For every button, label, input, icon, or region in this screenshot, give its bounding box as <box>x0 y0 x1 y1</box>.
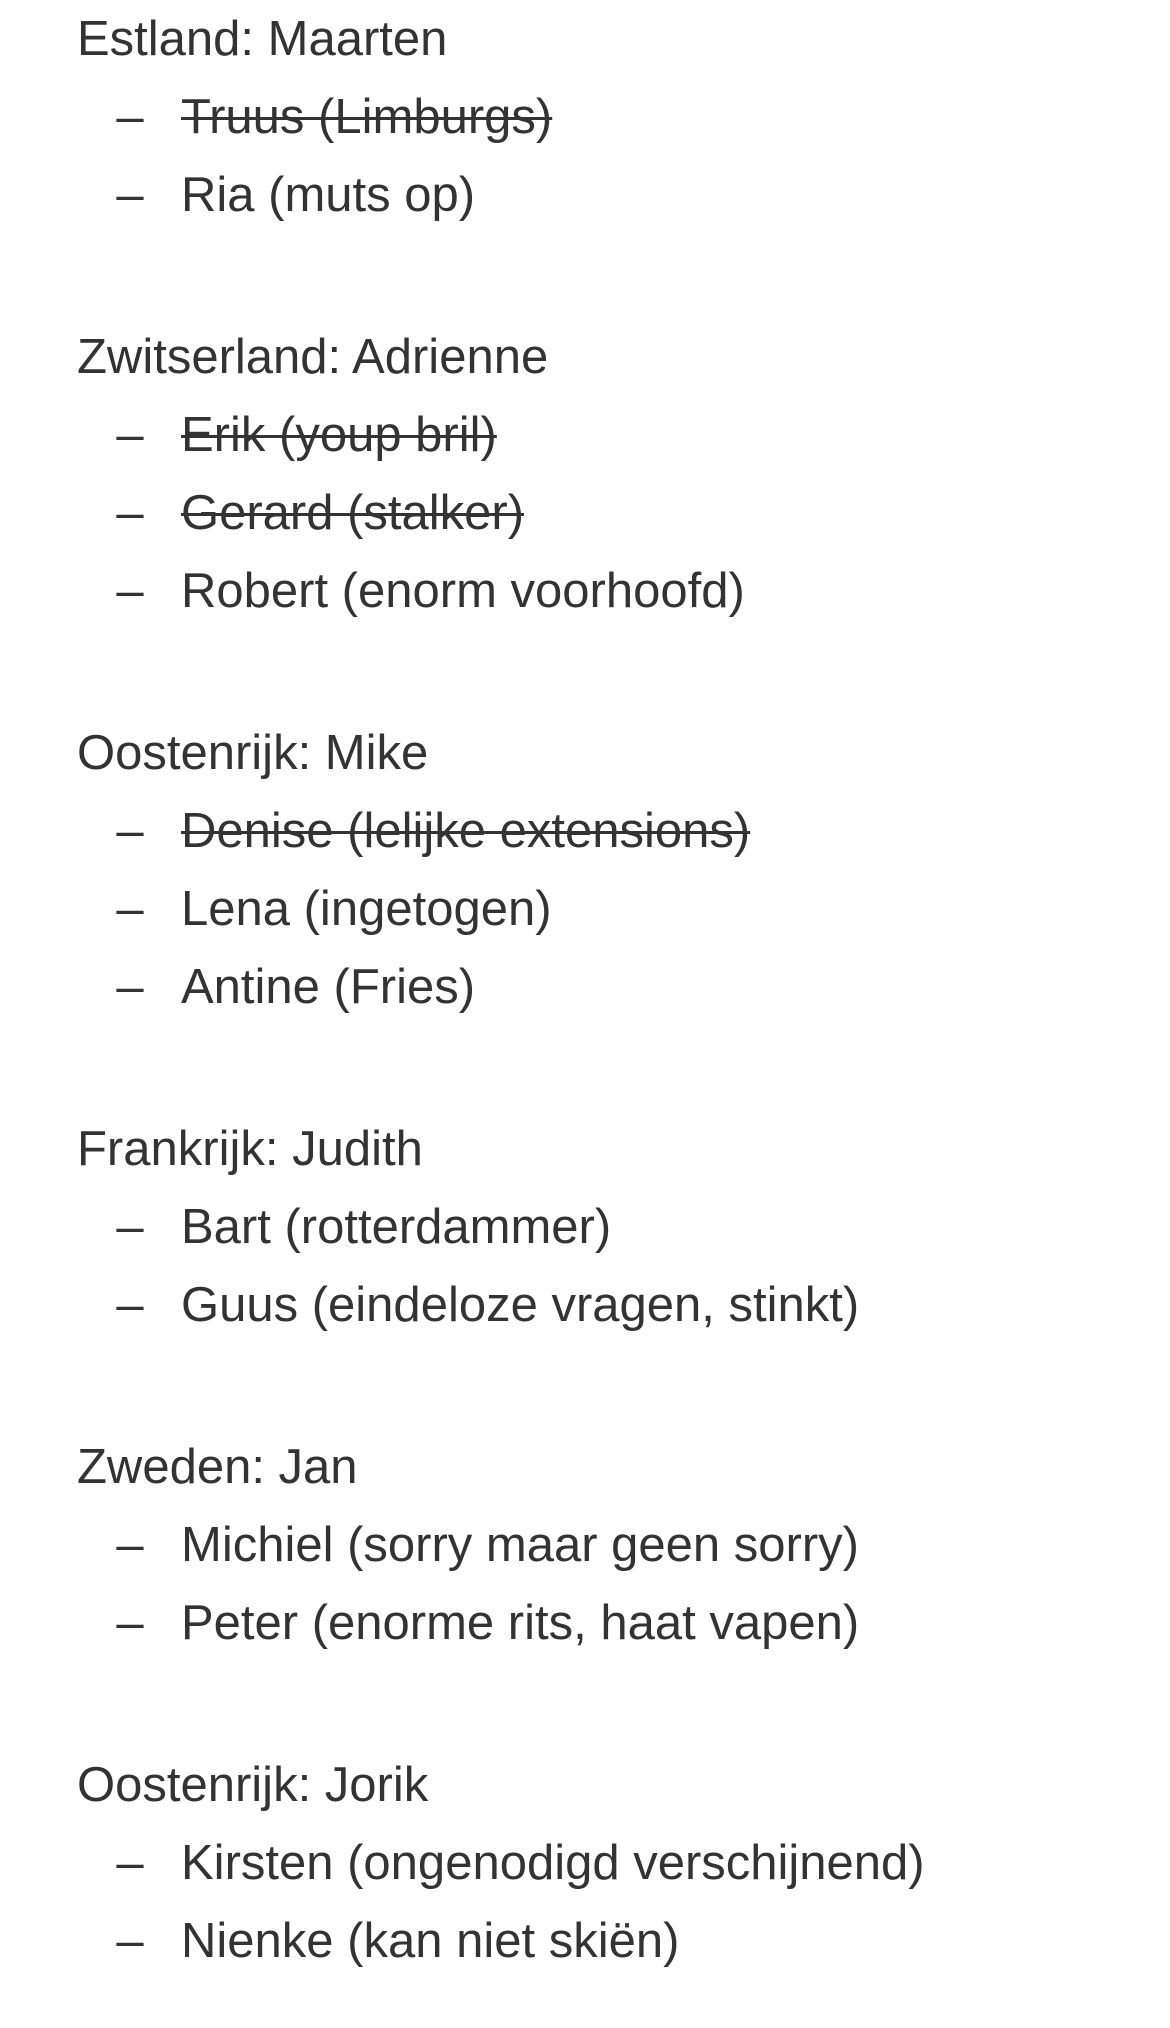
dash-bullet: – <box>116 408 144 462</box>
group-heading: Oostenrijk: Mike <box>77 726 429 780</box>
group-estland <box>77 0 1137 234</box>
group-heading: Zweden: Jan <box>77 1440 358 1494</box>
group-heading: Estland: Maarten <box>77 12 448 66</box>
list-item-label: Robert (enorm voorhoofd) <box>181 564 745 618</box>
dash-bullet: – <box>116 882 144 936</box>
list-item <box>77 1188 1137 1266</box>
dash-bullet: – <box>116 1836 144 1890</box>
spacer <box>77 1662 1137 1746</box>
list-item <box>77 552 1137 630</box>
spacer <box>77 1344 1137 1428</box>
list-item-label: Lena (ingetogen) <box>181 882 552 936</box>
spacer <box>77 1026 1137 1110</box>
dash-bullet: – <box>116 1596 144 1650</box>
list-item-label: Erik (youp bril) <box>181 408 497 462</box>
list-item <box>77 870 1137 948</box>
spacer <box>77 630 1137 714</box>
list-item-label: Ria (muts op) <box>181 168 476 222</box>
dash-bullet: – <box>116 90 144 144</box>
list-item <box>77 1266 1137 1344</box>
dash-bullet: – <box>116 960 144 1014</box>
group-heading: Oostenrijk: Jorik <box>77 1758 429 1812</box>
list-item-label: Antine (Fries) <box>181 960 476 1014</box>
list-item <box>77 156 1137 234</box>
list-item-label: Gerard (stalker) <box>181 486 525 540</box>
list-item <box>77 1824 1137 1902</box>
list-item <box>77 948 1137 1026</box>
group-zweden <box>77 1428 1137 1662</box>
dash-bullet: – <box>116 564 144 618</box>
group-heading: Frankrijk: Judith <box>77 1122 423 1176</box>
dash-bullet: – <box>116 1518 144 1572</box>
group-oostenrijk-mike <box>77 714 1137 1026</box>
list-item <box>77 1506 1137 1584</box>
dash-bullet: – <box>116 1914 144 1968</box>
list-item <box>77 396 1137 474</box>
list-item <box>77 474 1137 552</box>
list-item <box>77 792 1137 870</box>
group-heading: Zwitserland: Adrienne <box>77 330 549 384</box>
spacer <box>77 234 1137 318</box>
group-oostenrijk-jorik <box>77 1746 1137 1980</box>
list-item <box>77 1902 1137 1980</box>
list-item-label: Peter (enorme rits, haat vapen) <box>181 1596 860 1650</box>
dash-bullet: – <box>116 1200 144 1254</box>
list-item-label: Denise (lelijke extensions) <box>181 804 751 858</box>
group-frankrijk <box>77 1110 1137 1344</box>
list-item-label: Guus (eindeloze vragen, stinkt) <box>181 1278 860 1332</box>
list-item-label: Nienke (kan niet skiën) <box>181 1914 680 1968</box>
dash-bullet: – <box>116 804 144 858</box>
group-zwitserland <box>77 318 1137 630</box>
dash-bullet: – <box>116 1278 144 1332</box>
list-item <box>77 78 1137 156</box>
dash-bullet: – <box>116 168 144 222</box>
dash-bullet: – <box>116 486 144 540</box>
list-item <box>77 1584 1137 1662</box>
list-item-label: Truus (Limburgs) <box>181 90 553 144</box>
list-item-label: Bart (rotterdammer) <box>181 1200 612 1254</box>
note-body[interactable] <box>77 0 1137 1980</box>
list-item-label: Michiel (sorry maar geen sorry) <box>181 1518 859 1572</box>
list-item-label: Kirsten (ongenodigd verschijnend) <box>181 1836 925 1890</box>
